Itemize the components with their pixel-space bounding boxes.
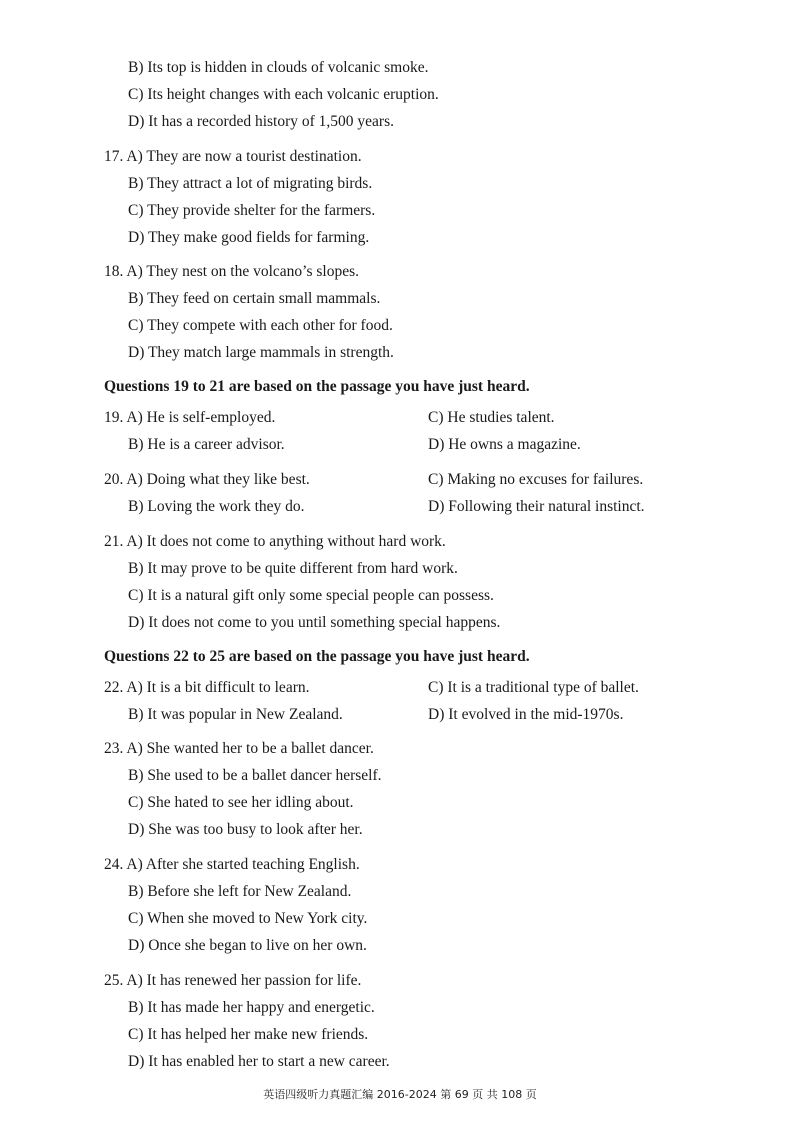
q19-option-c: C) He studies talent. [428, 409, 555, 426]
q21-option-a: 21. A) It does not come to anything without hard work. [104, 533, 446, 550]
q19-option-b: B) He is a career advisor. [128, 436, 285, 453]
q21-option-b: B) It may prove to be quite different from hard work. [128, 560, 458, 577]
q17-option-a: 17. A) They are now a tourist destination. [104, 148, 362, 165]
q24-option-c: C) When she moved to New York city. [128, 910, 368, 927]
footer-title: 英语四级听力真题汇编 2016-2024 [263, 1088, 437, 1101]
q20-option-b: B) Loving the work they do. [128, 498, 305, 515]
q21-option-c: C) It is a natural gift only some special people can possess. [128, 587, 494, 604]
q17-option-b: B) They attract a lot of migrating birds. [128, 175, 373, 192]
q18-option-c: C) They compete with each other for food. [128, 317, 393, 334]
q22-option-d: D) It evolved in the mid-1970s. [428, 706, 624, 723]
q23-option-d: D) She was too busy to look after her. [128, 821, 363, 838]
q22-option-c: C) It is a traditional type of ballet. [428, 679, 639, 696]
q24-option-b: B) Before she left for New Zealand. [128, 883, 352, 900]
q17-option-c: C) They provide shelter for the farmers. [128, 202, 376, 219]
q23-option-b: B) She used to be a ballet dancer herself. [128, 767, 382, 784]
q25-option-c: C) It has helped her make new friends. [128, 1026, 369, 1043]
q20-option-d: D) Following their natural instinct. [428, 498, 645, 515]
q25-option-b: B) It has made her happy and energetic. [128, 999, 375, 1016]
section-heading-19-21: Questions 19 to 21 are based on the passage you have just heard. [104, 378, 530, 395]
footer-page-mid: 页 共 [472, 1088, 498, 1101]
section-heading-22-25: Questions 22 to 25 are based on the passage you have just heard. [104, 648, 530, 665]
q19-option-d: D) He owns a magazine. [428, 436, 581, 453]
q22-option-b: B) It was popular in New Zealand. [128, 706, 343, 723]
q22-option-a: 22. A) It is a bit difficult to learn. [104, 679, 310, 696]
q16-option-d: D) It has a recorded history of 1,500 years. [128, 113, 394, 130]
q21-option-d: D) It does not come to you until something special happens. [128, 614, 501, 631]
q25-option-a: 25. A) It has renewed her passion for life. [104, 972, 362, 989]
footer-total-pages: 108 [501, 1088, 523, 1101]
q18-option-d: D) They match large mammals in strength. [128, 344, 394, 361]
q17-option-d: D) They make good fields for farming. [128, 229, 370, 246]
q16-option-c: C) Its height changes with each volcanic eruption. [128, 86, 439, 103]
footer-page-suffix: 页 [525, 1088, 537, 1101]
footer-page-number: 69 [454, 1088, 469, 1101]
q25-option-d: D) It has enabled her to start a new career. [128, 1053, 390, 1070]
q18-option-b: B) They feed on certain small mammals. [128, 290, 381, 307]
q16-option-b: B) Its top is hidden in clouds of volcanic smoke. [128, 59, 429, 76]
q19-option-a: 19. A) He is self-employed. [104, 409, 276, 426]
footer-page-prefix: 第 [440, 1088, 452, 1101]
q24-option-d: D) Once she began to live on her own. [128, 937, 367, 954]
q24-option-a: 24. A) After she started teaching English. [104, 856, 360, 873]
q23-option-c: C) She hated to see her idling about. [128, 794, 354, 811]
q23-option-a: 23. A) She wanted her to be a ballet dancer. [104, 740, 374, 757]
q18-option-a: 18. A) They nest on the volcano’s slopes. [104, 263, 360, 280]
q20-option-a: 20. A) Doing what they like best. [104, 471, 310, 488]
page-footer [0, 1087, 800, 1103]
q20-option-c: C) Making no excuses for failures. [428, 471, 644, 488]
